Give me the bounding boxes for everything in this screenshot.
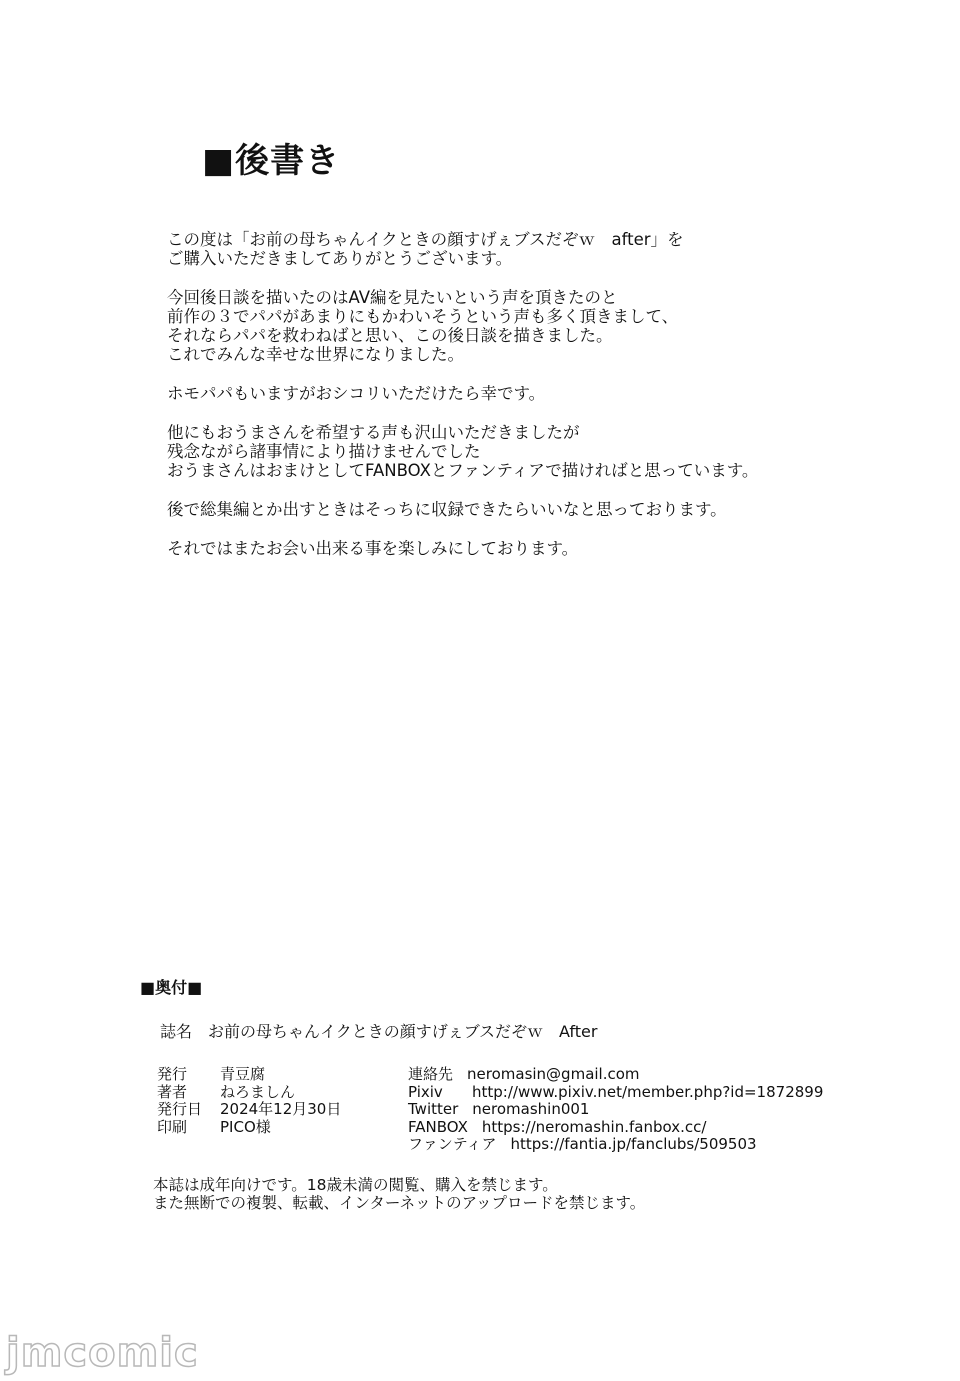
afterword-paragraph xyxy=(167,384,847,403)
publisher-label: 発行 xyxy=(157,1065,188,1083)
publisher-row xyxy=(157,1066,341,1084)
contact-info xyxy=(408,1066,823,1154)
afterword-line: ホモパパもいますがおシコリいただけたら幸です。 xyxy=(167,384,546,403)
publish-date-row xyxy=(157,1101,341,1119)
notice-line: 本誌は成年向けです。18歳未満の閲覧、購入を禁じます。 xyxy=(153,1176,558,1194)
publication-info xyxy=(157,1066,341,1136)
afterword-line: 残念ながら諸事情により描けませんでした xyxy=(167,442,481,461)
pixiv-label: Pixiv xyxy=(408,1082,443,1101)
publish-date-value: 2024年12月30日 xyxy=(220,1100,342,1118)
afterword-paragraph xyxy=(167,539,847,558)
afterword-line: この度は「お前の母ちゃんイクときの顔すげぇブスだぞｗ after」を xyxy=(167,230,684,249)
notice-line: また無断での複製、転載、インターネットのアップロードを禁じます。 xyxy=(153,1194,646,1212)
afterword-line: おうまさんはおまけとしてFANBOXとファンティアで描ければと思っています。 xyxy=(167,461,759,480)
afterword-line: 他にもおうまさんを希望する声も沢山いただきましたが xyxy=(167,423,580,442)
magazine-name-row xyxy=(160,1019,597,1042)
printer-row xyxy=(157,1119,341,1137)
author-value: ねろましん xyxy=(220,1082,296,1101)
contact-row xyxy=(408,1066,823,1084)
fanbox-label: FANBOX xyxy=(408,1117,468,1136)
afterword-paragraph xyxy=(167,288,847,364)
afterword-line: それではまたお会い出来る事を楽しみにしております。 xyxy=(167,539,579,558)
author-label: 著者 xyxy=(157,1082,188,1101)
pixiv-row xyxy=(408,1084,823,1102)
afterword-line: 前作の３でパパがあまりにもかわいそうという声も多く頂きまして、 xyxy=(167,307,679,326)
legal-notice xyxy=(153,1176,645,1212)
afterword-line: 後で総集編とか出すときはそっちに収録できたらいいなと思っております。 xyxy=(167,500,727,519)
afterword-paragraph xyxy=(167,230,847,268)
contact-label: 連絡先 xyxy=(408,1065,454,1083)
fanbox-row xyxy=(408,1119,823,1137)
fantia-label: ファンティア xyxy=(408,1135,497,1153)
watermark-logo: jmcomic xyxy=(6,1330,199,1376)
printer-label: 印刷 xyxy=(157,1117,188,1136)
afterword-paragraph xyxy=(167,423,847,480)
magazine-label: 誌名 xyxy=(160,1022,193,1041)
afterword-body xyxy=(167,230,847,578)
twitter-label: Twitter xyxy=(408,1100,459,1118)
afterword-line: 今回後日談を描いたのはAV編を見たいという声を頂きたのと xyxy=(167,288,618,307)
author-row xyxy=(157,1084,341,1102)
printer-value: PICO様 xyxy=(220,1117,271,1136)
fantia-row xyxy=(408,1136,823,1154)
magazine-value: お前の母ちゃんイクときの顔すげぇブスだぞｗ After xyxy=(208,1022,598,1041)
publisher-value: 青豆腐 xyxy=(220,1065,266,1083)
afterword-heading: ■後書き xyxy=(202,141,341,181)
colophon-title: ■奥付■ xyxy=(140,978,203,997)
afterword-line: ご購入いただきましてありがとうございます。 xyxy=(167,249,513,268)
afterword-paragraph xyxy=(167,500,847,519)
afterword-line: それならパパを救わねばと思い、この後日談を描きました。 xyxy=(167,326,613,345)
twitter-handle: neromashin001 xyxy=(472,1100,590,1118)
contact-email: neromasin@gmail.com xyxy=(467,1065,640,1083)
fanbox-url: https://neromashin.fanbox.cc/ xyxy=(481,1117,707,1136)
fantia-url: https://fantia.jp/fanclubs/509503 xyxy=(510,1135,757,1153)
twitter-row xyxy=(408,1101,823,1119)
pixiv-url: http://www.pixiv.net/member.php?id=1872899 xyxy=(472,1082,824,1101)
publish-date-label: 発行日 xyxy=(157,1100,203,1118)
afterword-line: これでみんな幸せな世界になりました。 xyxy=(167,345,464,364)
